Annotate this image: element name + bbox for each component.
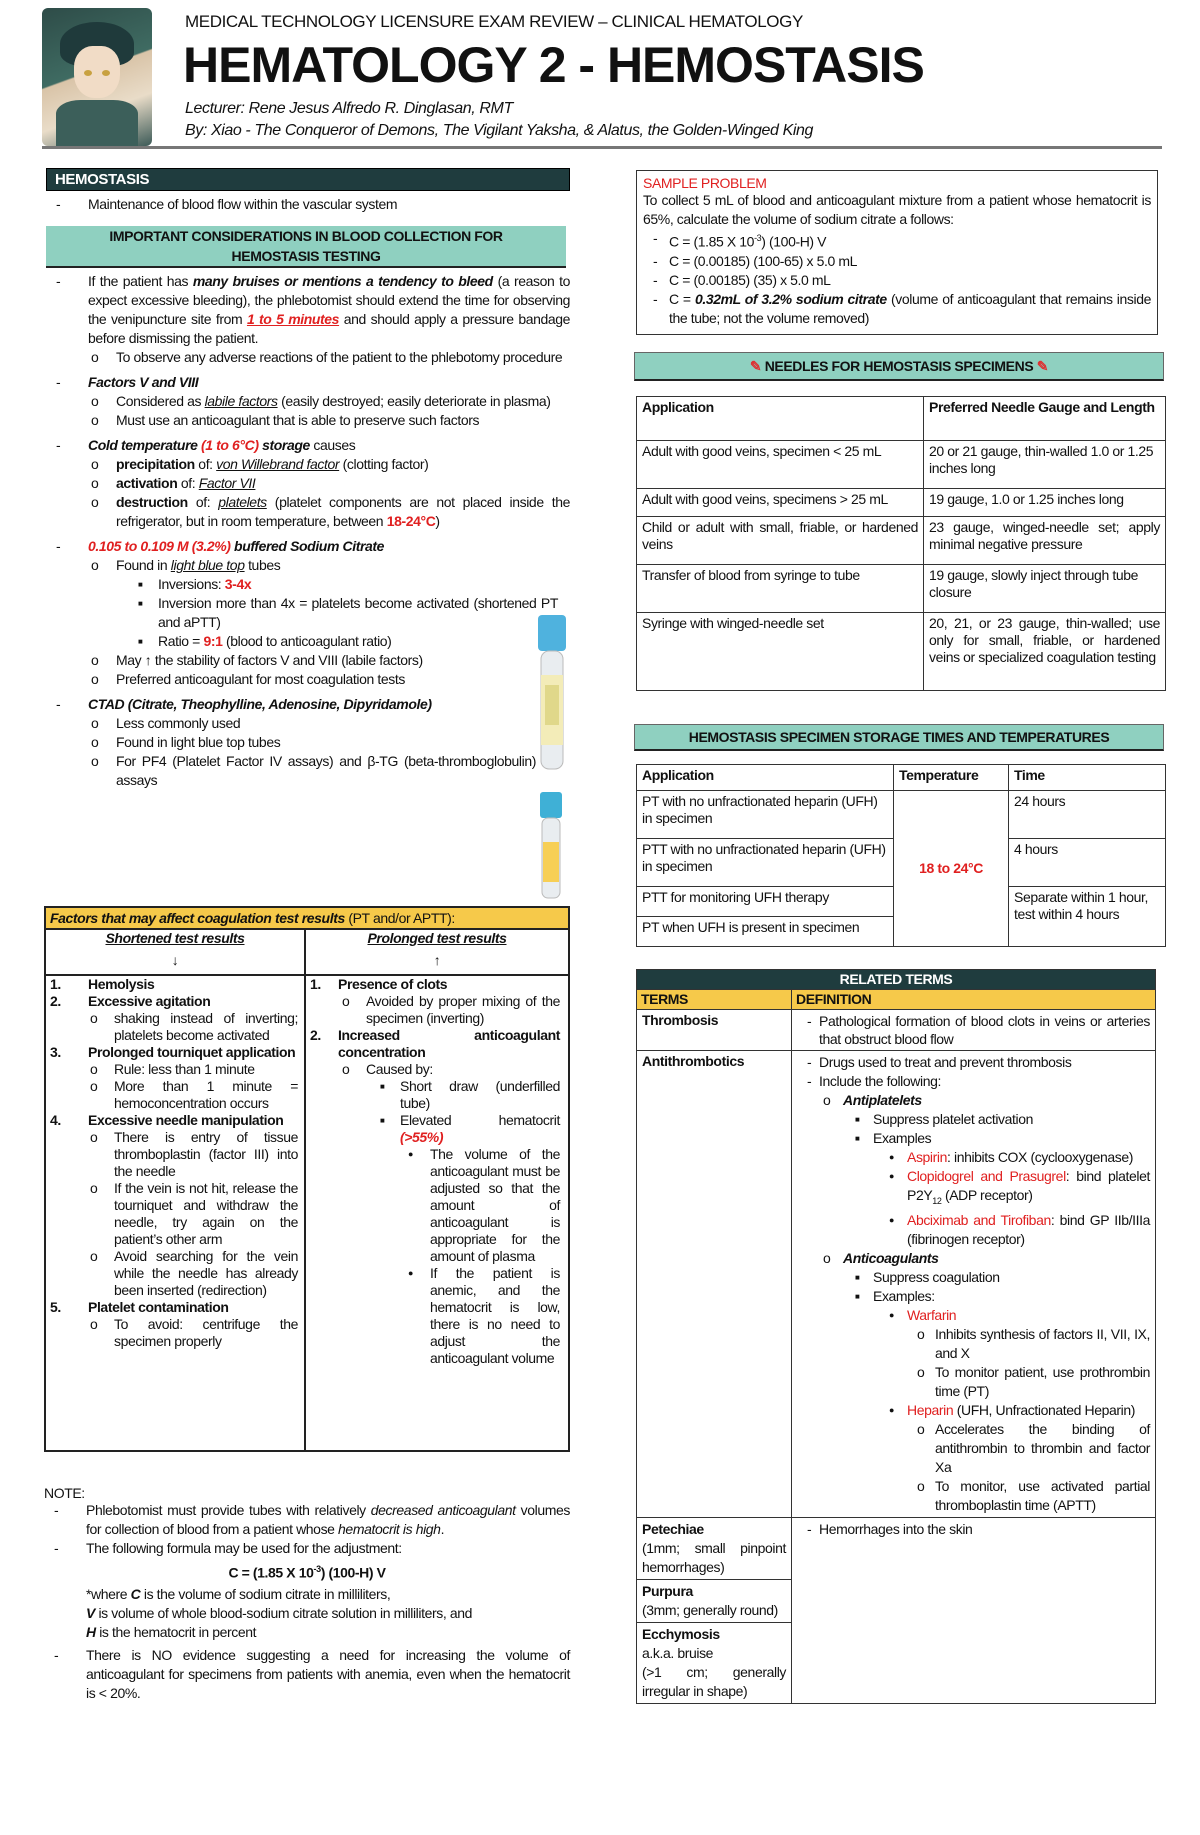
sample-step-3: - C = (0.00185) (35) x 5.0 mL: [643, 271, 1151, 290]
table-row: PT with no unfractionated heparin (UFH) in specimen 18 to 24°C 24 hours: [637, 791, 1166, 839]
needles-table: [636, 396, 1166, 691]
table-row: Adult with good veins, specimens > 25 mL 19 gauge, 1.0 or 1.25 inches long: [637, 489, 1166, 517]
cold-activation: o activation of: Factor VII: [46, 474, 570, 493]
cold-destruction: o destruction of: platelets (platelet components are not placed inside the refrigerator, but in room temperature, between 18-24°C): [46, 493, 570, 531]
sample-problem-text: To collect 5 mL of blood and anticoagulant mixture from a patient whose hematocrit is 65%, calculate the volume of sodium citrate a follows:: [643, 192, 1151, 227]
sample-problem-box: [636, 170, 1158, 335]
related-terms-title: RELATED TERMS: [637, 970, 1156, 990]
shortened-list: 1. Hemolysis 2. Excessive agitation o shaking instead of inverting; platelets become activated 3. Prolonged tourniquet application o Rule: less than 1 minute o More than 1 minute = hemoconcentration occurs 4. Excessive needle manipulation o There is entry of tissue thromboplastin (factor III) into the needle o If the vein is not hit, release the tourniquet and withdraw the needle, try again on the patient’s other arm o Avoid searching for the vein while the needle has already been inserted (redirection) 5. Platelet contamination o To avoid: centrifuge the specimen properly: [50, 976, 298, 1349]
note-label: NOTE:: [44, 1485, 85, 1501]
ctad-tube: o Found in light blue top tubes: [46, 733, 536, 752]
factors-table-title: Factors that may affect coagulation test results (PT and/or APTT):: [46, 908, 568, 930]
prolonged-header: Prolonged test results ↑: [306, 930, 568, 976]
storage-temperature: 18 to 24°C: [894, 791, 1009, 947]
prolonged-list: 1. Presence of clots o Avoided by proper mixing of the specimen (inverting) 2. Increased anticoagulant concentration o Caused by: ■ Short draw (underfilled tube) ■ Elevated hematocrit (>55%) ● The volume of the anticoagulant must be adjusted so that the amount of anticoagulant is appropriate for the amount of plasma ● If the patient is anemic, and the hematocrit is low, there is no need to adjust the anticoagulant volume: [310, 976, 560, 1366]
labile-factors-note: o Considered as labile factors (easily destroyed; easily deteriorate in plasma): [46, 392, 570, 411]
preserve-factors-note: o Must use an anticoagulant that is able to preserve such factors: [46, 411, 570, 430]
storage-col-time: Time: [1009, 765, 1166, 791]
table-row: PTT with no unfractionated heparin (UFH) in specimen 4 hours: [637, 839, 1166, 887]
table-row: Antithrombotics - Drugs used to treat and prevent thrombosis - Include the following: o Antiplatelets ■ Suppress platelet activation ■ Examples ● Aspirin: inhibits COX (cyclooxygenase) ● Clopidogrel and Prasugrel: bind platelet $P2Y_{12}$ (ADP receptor) ● Abciximab and Tirofiban: bind GP IIb/IIIa (fibrinogen receptor) o Anticoagulants ■ Suppress coagulation ■ Examples: ● Warfarin o Inhibits synthesis of factors II, VII, IX, and X o To monitor patient, use prothrombin time (PT) ● Heparin (UFH, Unfractionated Heparin) o Accelerates the binding of antithrombin to thrombin and factor Xa o To monitor, use activated partial thromboplastin time (APTT): [637, 1051, 1156, 1518]
formula-where-v: V is volume of whole blood-sodium citrate solution in milliliters, and: [86, 1604, 472, 1621]
table-row: Purpura (3mm; generally round): [637, 1579, 1156, 1622]
left-column: [46, 168, 570, 790]
citrate-tube: o Found in light blue top tubes: [46, 556, 536, 575]
definition-header: DEFINITION: [792, 990, 1156, 1010]
lecturer: Lecturer: Rene Jesus Alfredo R. Dinglasan, RMT: [185, 100, 513, 117]
note-anemia: - There is NO evidence suggesting a need for increasing the volume of anticoagulant for specimens from patients with anemia, even when the hematocrit is < 20%.: [44, 1646, 570, 1703]
related-terms-table: [636, 969, 1156, 1704]
table-row: Syringe with winged-needle set 20, 21, or 23 gauge, thin-walled; use only for small, friable, or hardened veins or specialized coagulation testing: [637, 613, 1166, 691]
syringe-icon: ✎: [1036, 358, 1049, 374]
sample-step-2: - C = (0.00185) (100-65) x 5.0 mL: [643, 252, 1151, 271]
table-row: Transfer of blood from syringe to tube 19 gauge, slowly inject through tube closure: [637, 565, 1166, 613]
needles-col-gauge: Preferred Needle Gauge and Length: [924, 397, 1166, 441]
factors-v-viii: - Factors V and VIII: [46, 373, 570, 392]
note-decreased-anticoagulant: - Phlebotomist must provide tubes with relatively decreased anticoagulant volumes for collection of blood from a patient whose hematocrit is high.: [44, 1501, 570, 1539]
ctad-usage: o Less commonly used: [46, 714, 536, 733]
note-formula-intro: - The following formula may be used for the adjustment:: [44, 1539, 570, 1558]
storage-col-temperature: Temperature: [894, 765, 1009, 791]
citrate-ratio: ■ Ratio = 9:1 (blood to anticoagulant ratio): [46, 632, 558, 651]
note-section: [44, 1485, 570, 1703]
ctad: - CTAD (Citrate, Theophylline, Adenosine, Dipyridamole): [46, 695, 558, 714]
sample-step-1: - C = (1.85 X $10^{-3}$) (100-H) V: [643, 229, 1151, 252]
storage-heading: HEMOSTASIS SPECIMEN STORAGE TIMES AND TEMPERATURES: [634, 724, 1164, 751]
header-divider: [42, 146, 1162, 149]
cold-temperature: - Cold temperature (1 to 6°C) storage causes: [46, 436, 570, 455]
sample-answer: - C = 0.32mL of 3.2% sodium citrate (volume of anticoagulant that remains inside the tube; not the volume removed): [643, 290, 1151, 328]
hemostasis-heading: HEMOSTASIS: [46, 168, 570, 191]
page-title: HEMATOLOGY 2 - HEMOSTASIS: [183, 37, 924, 93]
formula: C = (1.85 X $10^{-3}$) (100-H) V: [228, 1564, 386, 1581]
storage-col-application: Application: [637, 765, 894, 791]
citrate-stability: o May ↑ the stability of factors V and VIII (labile factors): [46, 651, 536, 670]
author-avatar: [42, 8, 152, 146]
table-row: Petechiae (1mm; small pinpoint hemorrhages) - Hemorrhages into the skin: [637, 1517, 1156, 1579]
table-row: Child or adult with small, friable, or hardened veins 23 gauge, winged-needle set; apply minimal negative pressure: [637, 517, 1166, 565]
shortened-header: Shortened test results ↓: [46, 930, 306, 976]
hemostasis-definition: - Maintenance of blood flow within the vascular system: [46, 195, 570, 214]
terms-header: TERMS: [637, 990, 792, 1010]
formula-where-c: *where C is the volume of sodium citrate in milliliters,: [86, 1585, 391, 1602]
table-row: Adult with good veins, specimen < 25 mL 20 or 21 gauge, thin-walled 1.0 or 1.25 inches long: [637, 441, 1166, 489]
needles-col-application: Application: [637, 397, 924, 441]
needles-heading: ✎ NEEDLES FOR HEMOSTASIS SPECIMENS ✎: [634, 352, 1164, 381]
storage-table: [636, 764, 1166, 947]
ctad-assays: o For PF4 (Platelet Factor IV assays) and β-TG (beta-thromboglobulin) assays: [46, 752, 536, 790]
bruise-subnote: o To observe any adverse reactions of the patient to the phlebotomy procedure: [46, 348, 570, 367]
sodium-citrate: - 0.105 to 0.109 M (3.2%) buffered Sodium Citrate: [46, 537, 558, 556]
ctad-tube-image: [538, 792, 564, 902]
syringe-icon: ✎: [749, 358, 762, 374]
course-title: MEDICAL TECHNOLOGY LICENSURE EXAM REVIEW – CLINICAL HEMATOLOGY: [185, 12, 803, 31]
light-blue-top-tube-image: [535, 615, 569, 775]
table-row: Thrombosis - Pathological formation of blood clots in veins or arteries that obstruct blood flow: [637, 1010, 1156, 1051]
bruise-note: - If the patient has many bruises or mentions a tendency to bleed (a reason to expect excessive bleeding), the phlebotomist should extend the time for observing the venipuncture site from 1 to 5 minutes and should apply a pressure bandage before dismissing the patient.: [46, 272, 570, 348]
table-row: Ecchymosis a.k.a. bruise (>1 cm; generally irregular in shape): [637, 1622, 1156, 1703]
citrate-inversions: ■ Inversions: 3-4x: [46, 575, 558, 594]
cold-precipitation: o precipitation of: von Willebrand factor (clotting factor): [46, 455, 570, 474]
byline: By: Xiao - The Conqueror of Demons, The Vigilant Yaksha, & Alatus, the Golden-Winged King: [185, 122, 814, 139]
table-row: PT when UFH is present in specimen: [637, 917, 1166, 947]
citrate-over-inversion: ■ Inversion more than 4x = platelets become activated (shortened PT and aPTT): [46, 594, 558, 632]
considerations-heading: IMPORTANT CONSIDERATIONS IN BLOOD COLLECTION FOR HEMOSTASIS TESTING: [46, 226, 566, 268]
factors-table: [44, 906, 570, 1452]
sample-problem-title: SAMPLE PROBLEM: [643, 175, 767, 191]
formula-where-h: H is the hematocrit in percent: [86, 1623, 257, 1640]
table-row: PTT for monitoring UFH therapy Separate within 1 hour, test within 4 hours: [637, 887, 1166, 917]
citrate-preferred: o Preferred anticoagulant for most coagulation tests: [46, 670, 536, 689]
